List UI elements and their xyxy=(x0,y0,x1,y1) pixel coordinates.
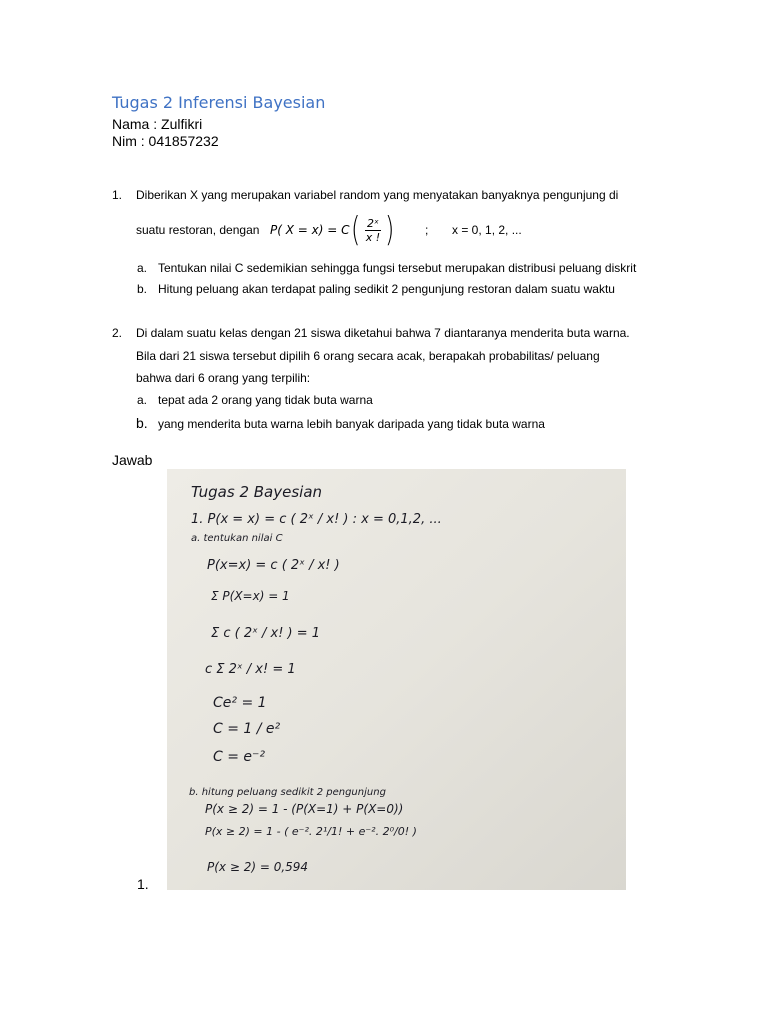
student-nim: Nim : 041857232 xyxy=(112,133,219,149)
right-paren: ) xyxy=(385,210,395,250)
left-paren: ( xyxy=(351,210,361,250)
hw-line-8: Ce² = 1 xyxy=(213,695,267,711)
hw-line-13: P(x ≥ 2) = 1 - ( e⁻². 2¹/1! + e⁻². 2⁰/0! ) xyxy=(205,825,417,838)
hw-line-7: c Σ 2ˣ / x! = 1 xyxy=(205,662,296,677)
hw-line-3: a. tentukan nilai C xyxy=(191,533,283,544)
question-2-line2: Bila dari 21 siswa tersebut dipilih 6 orang secara acak, berapakah probabilitas/ peluang xyxy=(136,349,600,363)
document-title: Tugas 2 Inferensi Bayesian xyxy=(112,93,326,112)
question-2b-label: b. xyxy=(136,415,148,431)
formula-numerator: 2ˣ xyxy=(367,216,379,230)
hw-line-11: b. hitung peluang sedikit 2 pengunjung xyxy=(189,787,386,798)
question-2b-text: yang menderita buta warna lebih banyak daripada yang tidak buta warna xyxy=(158,417,545,431)
hw-line-9: C = 1 / e² xyxy=(213,721,281,737)
question-2-line1: Di dalam suatu kelas dengan 21 siswa diketahui bahwa 7 diantaranya menderita buta warna. xyxy=(136,326,630,340)
pmf-formula xyxy=(270,212,396,248)
question-1a-text: Tentukan nilai C sedemikian sehingga fungsi tersebut merupakan distribusi peluang diskrit xyxy=(158,261,637,275)
handwritten-answer-photo xyxy=(167,469,626,890)
question-2-line3: bahwa dari 6 orang yang terpilih: xyxy=(136,371,311,385)
question-1-number: 1. xyxy=(112,188,123,202)
question-1b-text: Hitung peluang akan terdapat paling sedikit 2 pengunjung restoran dalam suatu waktu xyxy=(158,282,615,296)
question-1-line1: Diberikan X yang merupakan variabel random yang menyatakan banyaknya pengunjung di xyxy=(136,188,619,202)
question-2-number: 2. xyxy=(112,326,123,340)
hw-line-5: Σ P(X=x) = 1 xyxy=(211,589,290,603)
question-2a-label: a. xyxy=(137,393,148,407)
question-1b-label: b. xyxy=(137,282,148,296)
formula-domain: x = 0, 1, 2, ... xyxy=(452,223,522,237)
question-2a-text: tepat ada 2 orang yang tidak buta warna xyxy=(158,393,373,407)
formula-denominator: x ! xyxy=(365,230,381,244)
hw-line-6: Σ c ( 2ˣ / x! ) = 1 xyxy=(211,626,321,641)
answer-footer-number: 1. xyxy=(137,876,149,892)
formula-fraction xyxy=(364,217,382,244)
formula-separator: ; xyxy=(425,223,429,237)
hw-line-4: P(x=x) = c ( 2ˣ / x! ) xyxy=(207,558,340,573)
answer-label: Jawab xyxy=(112,452,153,468)
hw-line-14: P(x ≥ 2) = 0,594 xyxy=(207,860,309,874)
question-1a-label: a. xyxy=(137,261,148,275)
hw-line-10: C = e⁻² xyxy=(213,749,266,765)
question-1-line2: suatu restoran, dengan xyxy=(136,223,260,237)
hw-line-12: P(x ≥ 2) = 1 - (P(X=1) + P(X=0)) xyxy=(205,802,404,816)
formula-lhs: P( X = x) = C xyxy=(270,223,350,237)
hw-line-1: Tugas 2 Bayesian xyxy=(191,483,323,501)
student-name: Nama : Zulfikri xyxy=(112,116,203,132)
hw-line-2: 1. P(x = x) = c ( 2ˣ / x! ) : x = 0,1,2, ... xyxy=(191,512,442,527)
